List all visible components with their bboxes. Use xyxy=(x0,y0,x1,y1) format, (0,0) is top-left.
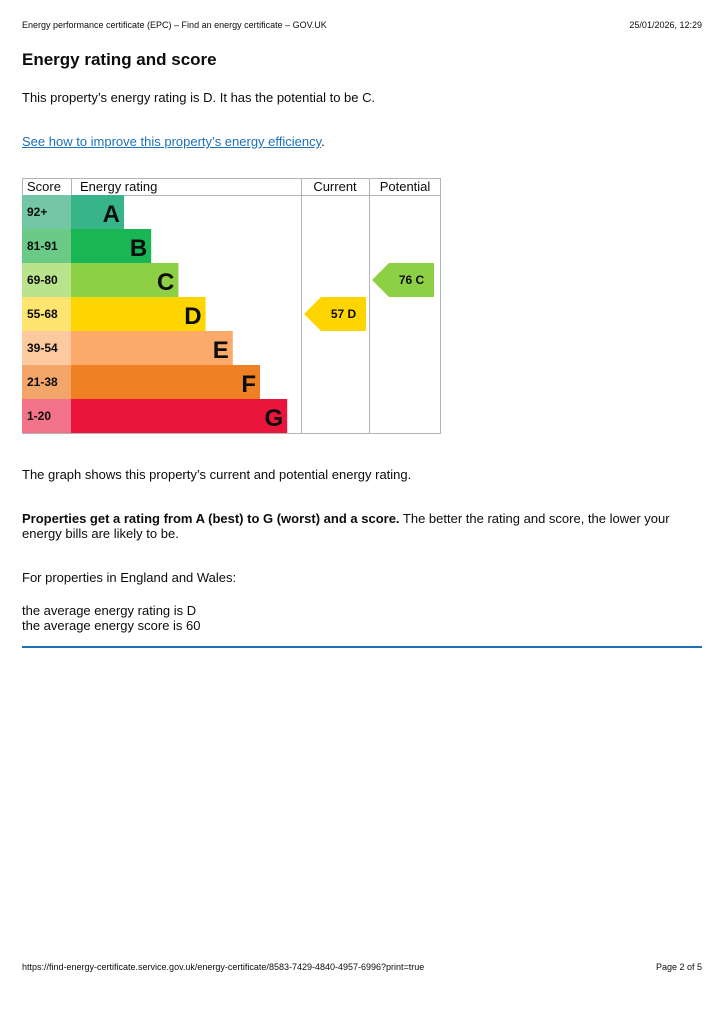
section-divider xyxy=(22,646,702,648)
header-current: Current xyxy=(313,179,357,194)
print-footer xyxy=(22,962,702,972)
band-bar-f xyxy=(71,365,260,399)
header-potential: Potential xyxy=(379,179,431,194)
band-letter-f: F xyxy=(241,371,256,398)
epc-chart-svg xyxy=(22,178,441,434)
improve-link-suffix: . xyxy=(321,134,325,149)
band-letter-a: A xyxy=(102,201,120,228)
page-title: Energy rating and score xyxy=(22,50,217,69)
band-letter-d: D xyxy=(184,303,202,330)
score-range-g: 1-20 xyxy=(27,409,52,423)
ratings-info-bold: Properties get a rating from A (best) to G (worst) and a score. xyxy=(22,511,400,526)
header-score: Score xyxy=(27,179,61,194)
print-datetime: 25/01/2026, 12:29 xyxy=(629,20,702,30)
average-score-text: the average energy score is 60 xyxy=(22,618,201,633)
band-bar-g xyxy=(71,399,287,433)
band-letter-e: E xyxy=(212,337,229,364)
score-range-c: 69-80 xyxy=(27,273,58,287)
header-energy-rating: Energy rating xyxy=(80,179,158,194)
band-bar-e xyxy=(71,331,233,365)
band-letter-g: G xyxy=(264,405,284,432)
england-wales-text: For properties in England and Wales: xyxy=(22,570,237,585)
score-range-f: 21-38 xyxy=(27,375,58,389)
improve-efficiency-link[interactable]: See how to improve this property’s energy efficiency xyxy=(22,134,322,149)
ratings-info-rest: The better the rating and score, the lower your energy bills are likely to be. xyxy=(22,511,670,541)
print-doc-title: Energy performance certificate (EPC) – Find an energy certificate – GOV.UK xyxy=(22,20,327,30)
score-range-b: 81-91 xyxy=(27,239,58,253)
potential-rating-label: 76 C xyxy=(398,273,425,287)
print-header xyxy=(22,20,702,30)
average-rating-text: the average energy rating is D xyxy=(22,603,197,618)
band-letter-b: B xyxy=(129,235,148,262)
band-letter-c: C xyxy=(157,269,175,296)
epc-rating-chart xyxy=(22,178,441,434)
score-range-e: 39-54 xyxy=(27,341,58,355)
print-url: https://find-energy-certificate.service.gov.uk/energy-certificate/8583-7429-4840-4957-6996?print=true xyxy=(22,962,425,972)
rating-sentence: This property’s energy rating is D. It has the potential to be C. xyxy=(22,90,376,105)
ratings-info xyxy=(22,511,702,541)
improve-link-line xyxy=(22,134,325,149)
graph-caption: The graph shows this property’s current and potential energy rating. xyxy=(22,467,412,482)
score-range-d: 55-68 xyxy=(27,307,58,321)
print-page-number: Page 2 of 5 xyxy=(655,962,702,972)
current-rating-label: 57 D xyxy=(330,307,357,321)
score-range-a: 92+ xyxy=(27,205,48,219)
